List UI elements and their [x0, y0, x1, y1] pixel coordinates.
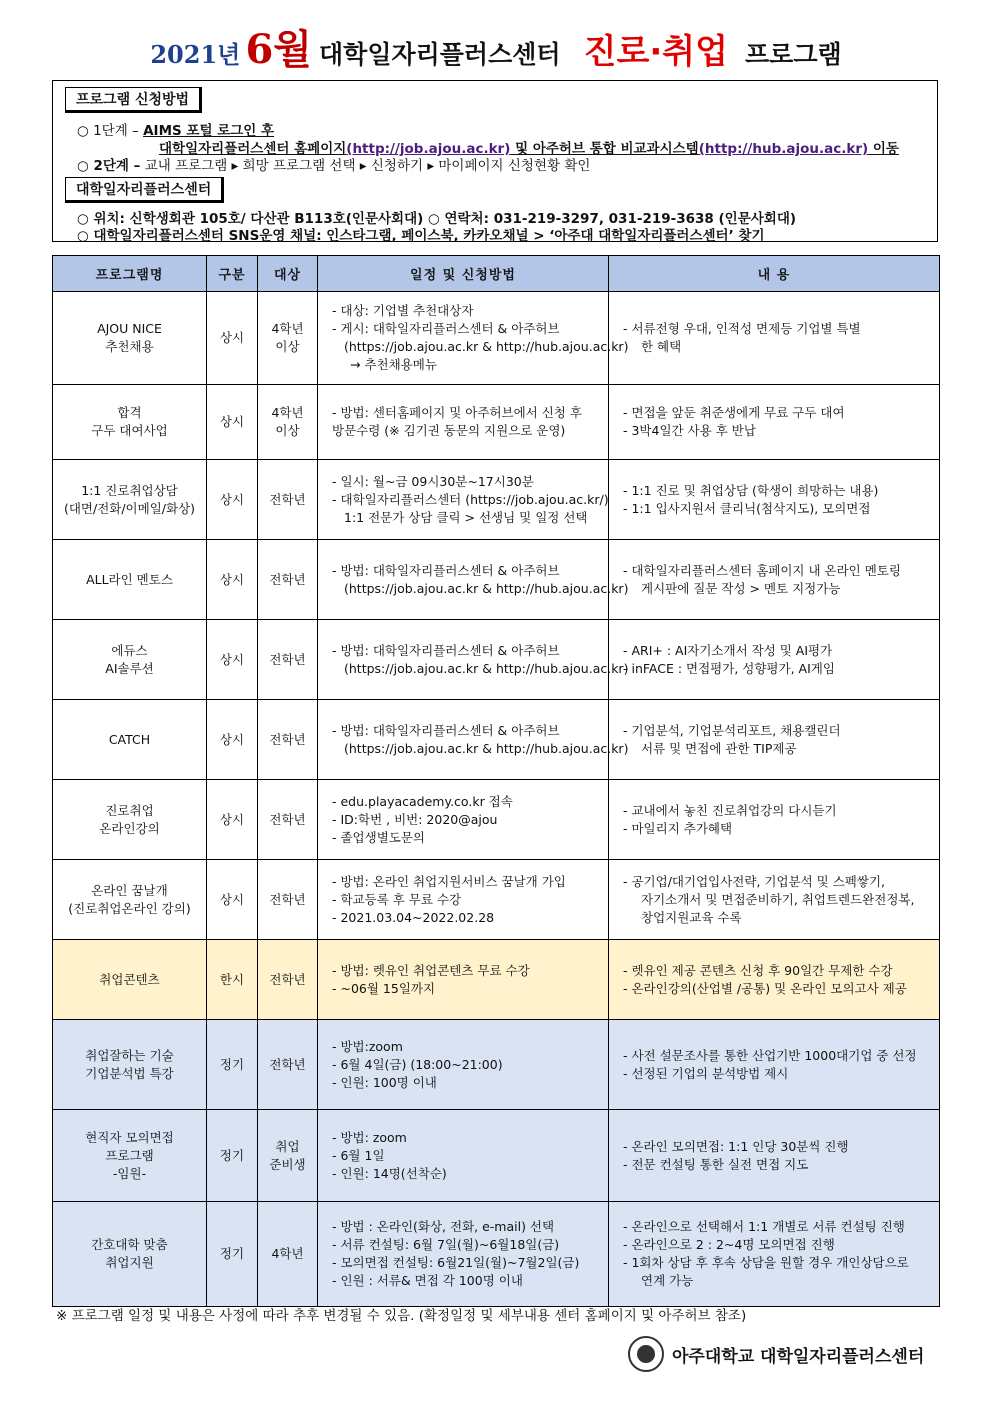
program-target: 4학년: [258, 1202, 318, 1307]
header-type: 구분: [207, 256, 258, 292]
header-content: 내 용: [609, 256, 940, 292]
program-target: 4학년 이상: [258, 385, 318, 460]
apply-step2-line: ○ 2단계 – 교내 프로그램 ▸ 희망 프로그램 선택 ▸ 신청하기 ▸ 마이페이지 신청현황 확인: [77, 158, 591, 174]
center-logo: [628, 1336, 924, 1372]
program-content: - 1:1 진로 및 취업상담 (학생이 희망하는 내용) - 1:1 입사지원서 클리닉(첨삭지도), 모의면접: [609, 460, 940, 540]
program-content: - 사전 설문조사를 통한 산업기반 1000대기업 중 선정 - 선정된 기업의 분석방법 제시: [609, 1020, 940, 1110]
program-target: 전학년: [258, 540, 318, 620]
program-target: 전학년: [258, 780, 318, 860]
program-content: - ARI+ : AI자기소개서 작성 및 AI평가 - inFACE : 면접평가, 성향평가, AI게임: [609, 620, 940, 700]
page-title: [0, 18, 992, 75]
program-type: 정기: [207, 1110, 258, 1202]
program-content: - 교내에서 놓친 진로취업강의 다시듣기 - 마일리지 추가혜택: [609, 780, 940, 860]
program-type: 상시: [207, 292, 258, 385]
program-name: 합격 구두 대여사업: [53, 385, 207, 460]
program-content: - 온라인 모의면접: 1:1 인당 30분씩 진행 - 전문 컨설팅 통한 실전 면접 지도: [609, 1110, 940, 1202]
table-row: [53, 860, 940, 940]
program-content: - 대학일자리플러스센터 홈페이지 내 온라인 멘토링 게시판에 질문 작성 > 멘토 지정가능: [609, 540, 940, 620]
table-row: [53, 460, 940, 540]
program-target: 전학년: [258, 860, 318, 940]
program-schedule: - 일시: 월~금 09시30분~17시30분 - 대학일자리플러스센터 (https://job.ajou.ac.kr/) 1:1 전문가 상담 클릭 > 선생님 및 일정 선택: [318, 460, 609, 540]
program-name: 에듀스 AI솔루션: [53, 620, 207, 700]
program-schedule: - 방법: 대학일자리플러스센터 & 아주허브 (https://job.ajou.ac.kr & http://hub.ajou.ac.kr): [318, 620, 609, 700]
table-row: [53, 620, 940, 700]
program-schedule: - 방법: 대학일자리플러스센터 & 아주허브 (https://job.ajou.ac.kr & http://hub.ajou.ac.kr): [318, 540, 609, 620]
program-content: - 기업분석, 기업분석리포트, 채용캘린더 서류 및 면접에 관한 TIP제공: [609, 700, 940, 780]
info-box: [52, 80, 938, 242]
header-schedule: 일정 및 신청방법: [318, 256, 609, 292]
center-location-line: ○ 위치: 신학생회관 105호/ 다산관 B113호(인문사회대) ○ 연락처: 031-219-3297, 031-219-3638 (인문사회대): [77, 211, 797, 227]
title-center: 대학일자리플러스센터: [319, 40, 561, 69]
table-row: [53, 780, 940, 860]
program-type: 상시: [207, 780, 258, 860]
program-type: 상시: [207, 700, 258, 780]
program-target: 전학년: [258, 1020, 318, 1110]
table-row: [53, 940, 940, 1020]
program-content: - 온라인으로 선택해서 1:1 개별로 서류 컨설팅 진행 - 온라인으로 2 : 2~4명 모의면접 진행 - 1회차 상담 후 후속 상담을 원할 경우 개인상담으로 연계 가능: [609, 1202, 940, 1307]
apply-method-tag: 프로그램 신청방법: [65, 87, 202, 113]
header-program-name: 프로그램명: [53, 256, 207, 292]
program-name: 현직자 모의면접 프로그램 -임원-: [53, 1110, 207, 1202]
table-row: [53, 700, 940, 780]
title-highlight: 진로·취업: [583, 32, 728, 72]
ajou-university-seal-icon: [628, 1336, 664, 1372]
table-row: [53, 1202, 940, 1307]
apply-step1-line1: ○ 1단계 – AIMS 포털 로그인 후: [77, 123, 275, 139]
program-target: 전학년: [258, 620, 318, 700]
program-name: 온라인 꿈날개 (진로취업온라인 강의): [53, 860, 207, 940]
program-target: 전학년: [258, 460, 318, 540]
table-header: [53, 256, 940, 292]
program-schedule: - 방법 : 온라인(화상, 전화, e-mail) 선택 - 서류 컨설팅: 6월 7일(월)~6월18일(금) - 모의면접 컨설팅: 6월21일(월)~7월2일(금) - 인원 : 서류& 면접 각 100명 이내: [318, 1202, 609, 1307]
program-name: 취업콘텐츠: [53, 940, 207, 1020]
program-name: CATCH: [53, 700, 207, 780]
program-content: - 서류전형 우대, 인적성 면제등 기업별 특별 한 혜택: [609, 292, 940, 385]
program-content: - 공기업/대기업입사전략, 기업분석 및 스펙쌓기, 자기소개서 및 면접준비하기, 취업트렌드완전정복, 창업지원교육 수록: [609, 860, 940, 940]
title-program: 프로그램: [745, 40, 842, 69]
program-target: 취업 준비생: [258, 1110, 318, 1202]
table-row: [53, 1110, 940, 1202]
table-row: [53, 292, 940, 385]
table-row: [53, 385, 940, 460]
program-name: AJOU NICE 추천채용: [53, 292, 207, 385]
job-site-link[interactable]: (http://job.ajou.ac.kr): [346, 141, 511, 157]
program-name: 간호대학 맞춤 취업지원: [53, 1202, 207, 1307]
program-name: ALL라인 멘토스: [53, 540, 207, 620]
program-name: 취업잘하는 기술 기업분석법 특강: [53, 1020, 207, 1110]
header-target: 대상: [258, 256, 318, 292]
program-schedule: - 방법: 렛유인 취업콘텐츠 무료 수강 - ~06월 15일까지: [318, 940, 609, 1020]
program-content: - 면접을 앞둔 취준생에게 무료 구두 대여 - 3박4일간 사용 후 반납: [609, 385, 940, 460]
logo-name: 아주대학교 대학일자리플러스센터: [672, 1346, 925, 1367]
program-target: 전학년: [258, 700, 318, 780]
program-table: [52, 255, 940, 1307]
center-sns-line: ○ 대학일자리플러스센터 SNS운영 채널: 인스타그램, 페이스북, 카카오채널 > ‘아주대 대학일자리플러스센터’ 찾기: [77, 228, 765, 244]
program-target: 전학년: [258, 940, 318, 1020]
title-month: 6월: [245, 26, 312, 73]
program-name: 진로취업 온라인강의: [53, 780, 207, 860]
footnote: ※ 프로그램 일정 및 내용은 사정에 따라 추후 변경될 수 있음. (확정일정 및 세부내용 센터 홈페이지 및 아주허브 참조): [56, 1308, 747, 1324]
program-type: 상시: [207, 540, 258, 620]
program-name: 1:1 진로취업상담 (대면/전화/이메일/화상): [53, 460, 207, 540]
table-row: [53, 540, 940, 620]
program-schedule: - 방법: 센터홈페이지 및 아주허브에서 신청 후 방문수령 (※ 김기권 동문의 지원으로 운영): [318, 385, 609, 460]
program-schedule: - edu.playacademy.co.kr 접속 - ID:학번 , 비번: 2020@ajou - 졸업생별도문의: [318, 780, 609, 860]
program-type: 상시: [207, 620, 258, 700]
program-type: 한시: [207, 940, 258, 1020]
program-type: 상시: [207, 860, 258, 940]
program-type: 상시: [207, 460, 258, 540]
title-year: 2021년: [150, 40, 241, 69]
program-type: 상시: [207, 385, 258, 460]
program-schedule: - 방법: zoom - 6월 1일 - 인원: 14명(선착순): [318, 1110, 609, 1202]
program-target: 4학년 이상: [258, 292, 318, 385]
program-schedule: - 방법: 대학일자리플러스센터 & 아주허브 (https://job.ajou.ac.kr & http://hub.ajou.ac.kr): [318, 700, 609, 780]
program-content: - 렛유인 제공 콘텐츠 신청 후 90일간 무제한 수강 - 온라인강의(산업별 /공통) 및 온라인 모의고사 제공: [609, 940, 940, 1020]
apply-step1-line2: 대학일자리플러스센터 홈페이지(http://job.ajou.ac.kr) 및 아주허브 통합 비교과시스템(http://hub.ajou.ac.kr) 이동: [159, 141, 899, 157]
table-row: [53, 1020, 940, 1110]
program-type: 정기: [207, 1202, 258, 1307]
program-schedule: - 대상: 기업별 추천대상자 - 게시: 대학일자리플러스센터 & 아주허브 (https://job.ajou.ac.kr & http://hub.ajou.ac.kr) → 추천채용메뉴: [318, 292, 609, 385]
program-schedule: - 방법:zoom - 6월 4일(금) (18:00~21:00) - 인원: 100명 이내: [318, 1020, 609, 1110]
center-tag: 대학일자리플러스센터: [65, 177, 224, 203]
program-schedule: - 방법: 온라인 취업지원서비스 꿈날개 가입 - 학교등록 후 무료 수강 - 2021.03.04~2022.02.28: [318, 860, 609, 940]
hub-site-link[interactable]: (http://hub.ajou.ac.kr): [698, 141, 869, 157]
program-type: 정기: [207, 1020, 258, 1110]
aims-portal-text: AIMS 포털 로그인 후: [143, 123, 275, 139]
